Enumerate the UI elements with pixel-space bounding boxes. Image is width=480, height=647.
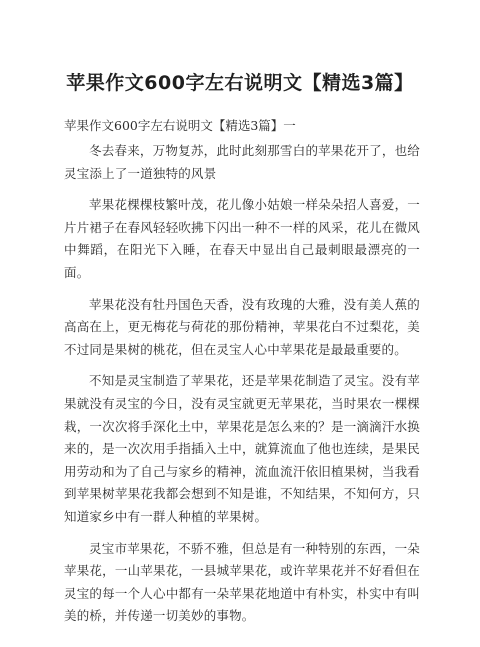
paragraph: 苹果花棵棵枝繁叶茂，花儿像小姑娘一样朵朵招人喜爱，一片片裙子在春风轻轻吹拂下闪出一种不一样的风采，花儿在微风中舞蹈，在阳光下入睡，在春天中显出自己最刺眼最漂亮的一面。 [64,197,420,280]
paragraph: 不知是灵宝制造了苹果花，还是苹果花制造了灵宝。没有苹果就没有灵宝的今日，没有灵宝就更无苹果花，当时果农一棵棵栽，一次次将手深化土中，苹果花是怎么来的？是一滴滴汗水换来的，是一次次用手指插入土中，就算流血了他也连续，是果民用劳动和为了自己与家乡的精神，流血流汗依旧植果树，当我看到苹果树苹果花我都会想到不知是谁，不知结果，不知何方，只知道家乡中有一群人种植的苹果树。 [64,373,420,524]
document-subtitle: 苹果作文600字左右说明文【精选3篇】一 [64,118,296,133]
document-body [64,140,420,637]
paragraph: 灵宝市苹果花，不骄不雅，但总是有一种特别的东西，一朵苹果花，一山苹果花，一县城苹果花，或许苹果花并不好看但在灵宝的每一个人心中都有一朵苹果花地道中有朴实，朴实中有叫美的桥，并传递一切美妙的事物。 [64,540,420,624]
paragraph: 冬去春来，万物复苏，此时此刻那雪白的苹果花开了，也给灵宝添上了一道独特的风景 [64,143,420,181]
paragraph: 苹果花没有牡丹国色天香，没有玫瑰的大雅，没有美人蕉的高高在上，更无梅花与荷花的那份精神，苹果花白不过梨花，美不过同是果树的桃花，但在灵宝人心中苹果花是最最重要的。 [64,296,420,357]
document-title: 苹果作文600字左右说明文【精选3篇】 [66,72,414,94]
